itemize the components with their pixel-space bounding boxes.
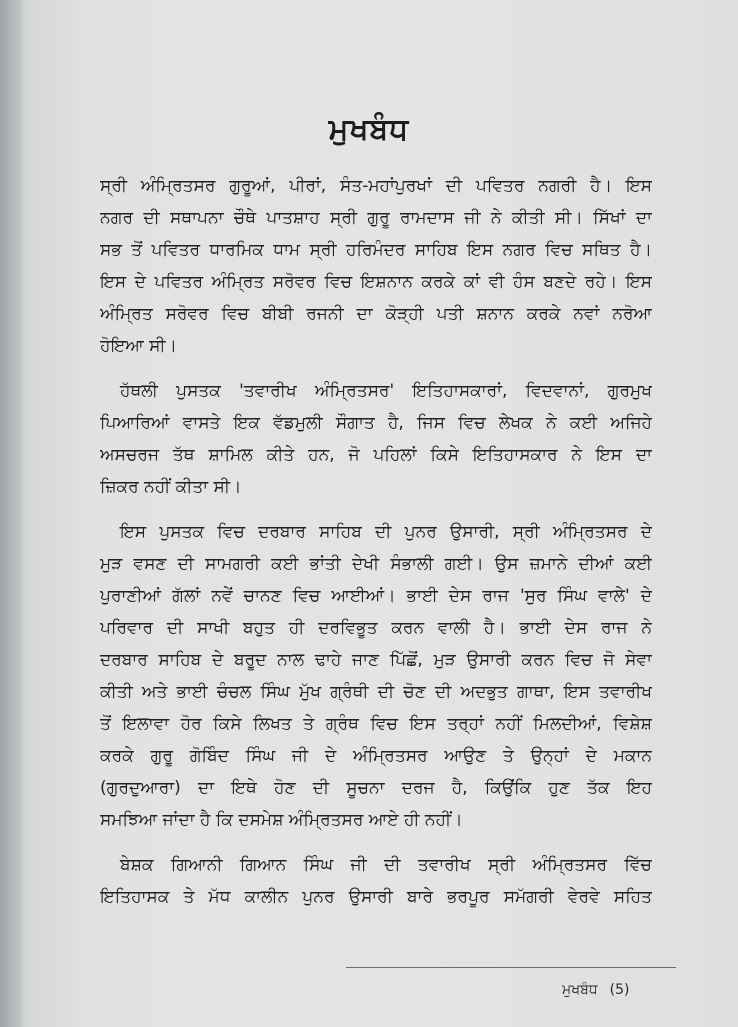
running-head: ਮੁਖਬੰਧ (562, 982, 598, 998)
text-line: ਅੰਮ੍ਰਿਤ ਸਰੋਵਰ ਵਿਚ ਬੀਬੀ ਰਜਨੀ ਦਾ ਕੋੜ੍ਹੀ ਪਤੀ ਸ਼ਨਾਨ ਕਰਕੇ ਨਵਾਂ ਨਰੋਆ (100, 304, 652, 324)
text-line: ਪੁਰਾਣੀਆਂ ਗੱਲਾਂ ਨਵੇਂ ਚਾਨਣ ਵਿਚ ਆਈਆਂ। ਭਾਈ ਦੇਸ ਰਾਜ 'ਸੁਰ ਸਿੰਘ ਵਾਲੇ' ਦੇ (100, 586, 652, 606)
text-line: ਬੇਸ਼ਕ ਗਿਆਨੀ ਗਿਆਨ ਸਿੰਘ ਜੀ ਦੀ ਤਵਾਰੀਖ ਸ੍ਰੀ ਅੰਮ੍ਰਿਤਸਰ ਵਿੱਚ (120, 855, 652, 875)
text-line: ਅਸਚਰਜ ਤੱਥ ਸ਼ਾਮਿਲ ਕੀਤੇ ਹਨ, ਜੋ ਪਹਿਲਾਂ ਕਿਸੇ ਇਤਿਹਾਸਕਾਰ ਨੇ ਇਸ ਦਾ (100, 445, 652, 465)
text-line: ਹੱਥਲੀ ਪੁਸਤਕ 'ਤਵਾਰੀਖ ਅੰਮ੍ਰਿਤਸਰ' ਇਤਿਹਾਸਕਾਰਾਂ, ਵਿਦਵਾਨਾਂ, ਗੁਰਮੁਖ (120, 381, 652, 401)
text-line: ਮੁੜ ਵਸਣ ਦੀ ਸਾਮਗਰੀ ਕਈ ਭਾਂਤੀ ਦੇਖੀ ਸੰਭਾਲੀ ਗਈ। ਉਸ ਜ਼ਮਾਨੇ ਦੀਆਂ ਕਈ (100, 554, 652, 574)
text-line: ਸਮਝਿਆ ਜਾਂਦਾ ਹੈ ਕਿ ਦਸਮੇਸ਼ ਅੰਮ੍ਰਿਤਸਰ ਆਏ ਹੀ ਨਹੀਂ। (100, 810, 463, 830)
footer-rule (346, 967, 676, 968)
text-line: ਪਿਆਰਿਆਂ ਵਾਸਤੇ ਇਕ ਵੱਡਮੁਲੀ ਸੌਗਾਤ ਹੈ, ਜਿਸ ਵਿਚ ਲੇਖਕ ਨੇ ਕਈ ਅਜਿਹੇ (100, 413, 652, 433)
text-line: ਇਤਿਹਾਸਕ ਤੇ ਮੱਧ ਕਾਲੀਨ ਪੁਨਰ ਉਸਾਰੀ ਬਾਰੇ ਭਰਪੂਰ ਸਮੱਗਰੀ ਵੇਰਵੇ ਸਹਿਤ (100, 887, 652, 907)
text-line: ਤੋਂ ਇਲਾਵਾ ਹੋਰ ਕਿਸੇ ਲਿਖਤ ਤੇ ਗ੍ਰੰਥ ਵਿਚ ਇਸ ਤਰ੍ਹਾਂ ਨਹੀਂ ਮਿਲਦੀਆਂ, ਵਿਸ਼ੇਸ਼ (100, 714, 652, 734)
binding-gutter (0, 0, 22, 1027)
text-line: ਨਗਰ ਦੀ ਸਥਾਪਨਾ ਚੌਥੇ ਪਾਤਸ਼ਾਹ ਸ੍ਰੀ ਗੁਰੂ ਰਾਮਦਾਸ ਜੀ ਨੇ ਕੀਤੀ ਸੀ। ਸਿੱਖਾਂ ਦਾ (100, 208, 652, 228)
text-line: ਪਰਿਵਾਰ ਦੀ ਸਾਖੀ ਬਹੁਤ ਹੀ ਦਰਵਿਭੂਤ ਕਰਨ ਵਾਲੀ ਹੈ। ਭਾਈ ਦੇਸ ਰਾਜ ਨੇ (100, 618, 652, 638)
text-line: (ਗੁਰਦੁਆਰਾ) ਦਾ ਇਥੇ ਹੋਣ ਦੀ ਸੂਚਨਾ ਦਰਜ ਹੈ, ਕਿਉਂਕਿ ਹੁਣ ਤੱਕ ਇਹ (100, 778, 652, 798)
text-line: ਇਸ ਪੁਸਤਕ ਵਿਚ ਦਰਬਾਰ ਸਾਹਿਬ ਦੀ ਪੁਨਰ ਉਸਾਰੀ, ਸ੍ਰੀ ਅੰਮ੍ਰਿਤਸਰ ਦੇ (120, 522, 652, 542)
text-line: ਕੀਤੀ ਅਤੇ ਭਾਈ ਚੰਚਲ ਸਿੰਘ ਮੁੱਖ ਗ੍ਰੰਥੀ ਦੀ ਚੋਣ ਦੀ ਅਦਭੁਤ ਗਾਥਾ, ਇਸ ਤਵਾਰੀਖ (100, 682, 652, 702)
text-line: ਸਭ ਤੋਂ ਪਵਿਤਰ ਧਾਰਮਿਕ ਧਾਮ ਸ੍ਰੀ ਹਰਿਮੰਦਰ ਸਾਹਿਬ ਇਸ ਨਗਰ ਵਿਚ ਸਥਿਤ ਹੈ। (100, 240, 652, 260)
text-line: ਇਸ ਦੇ ਪਵਿਤਰ ਅੰਮ੍ਰਿਤ ਸਰੋਵਰ ਵਿਚ ਇਸ਼ਨਾਨ ਕਰਕੇ ਕਾਂ ਵੀ ਹੰਸ ਬਣਦੇ ਰਹੇ। ਇਸ (100, 272, 652, 292)
text-line: ਸ੍ਰੀ ਅੰਮ੍ਰਿਤਸਰ ਗੁਰੂਆਂ, ਪੀਰਾਂ, ਸੰਤ-ਮਹਾਂਪੁਰਖਾਂ ਦੀ ਪਵਿਤਰ ਨਗਰੀ ਹੈ। ਇਸ (100, 176, 652, 196)
paragraph-1 (100, 170, 652, 362)
text-line: ਦਰਬਾਰ ਸਾਹਿਬ ਦੇ ਬਰੂਦ ਨਾਲ ਢਾਹੇ ਜਾਣ ਪਿੱਛੋਂ, ਮੁੜ ਉਸਾਰੀ ਕਰਨ ਵਿਚ ਜੋ ਸੇਵਾ (100, 650, 652, 670)
paragraph-2 (100, 375, 652, 503)
text-line: ਕਰਕੇ ਗੁਰੂ ਗੋਬਿੰਦ ਸਿੰਘ ਜੀ ਦੇ ਅੰਮ੍ਰਿਤਸਰ ਆਉਣ ਤੇ ਉਨ੍ਹਾਂ ਦੇ ਮਕਾਨ (100, 746, 652, 766)
page-footer (562, 982, 630, 998)
text-line: ਹੋਇਆ ਸੀ। (100, 336, 178, 356)
paragraph-3 (100, 516, 652, 836)
paragraph-4 (100, 849, 652, 913)
body-text (100, 170, 652, 926)
text-line: ਜ਼ਿਕਰ ਨਹੀਂ ਕੀਤਾ ਸੀ। (100, 477, 242, 497)
page-title: ਮੁਖਬੰਧ (328, 112, 410, 147)
page-number: (5) (609, 982, 630, 998)
